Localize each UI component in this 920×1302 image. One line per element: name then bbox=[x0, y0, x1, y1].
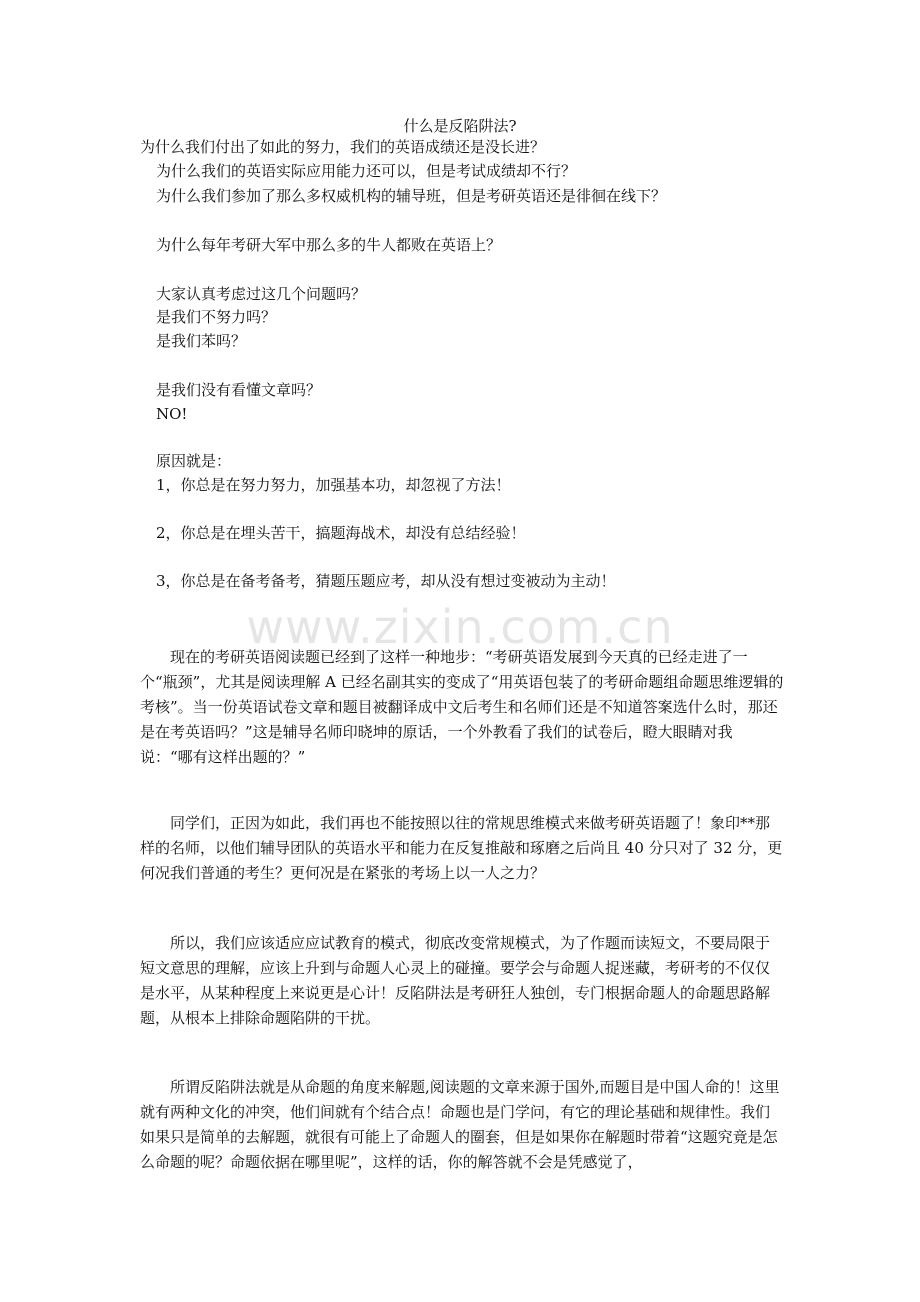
question-line: 是我们没有看懂文章吗？ bbox=[156, 381, 322, 399]
body-paragraph: 现在的考研英语阅读题已经到了这样一种地步：“考研英语发展到今天真的已经走进了一个“瓶颈”，尤其是阅读理解 A 已经名副其实的变成了“用英语包装了的考研命题组命题思维逻辑的考核”。当一份英语试卷文章和题目被翻译成中文后考生和名师们还是不知道答案选什么时，那还是在考英语吗？”这是辅导名师印晓坤的原话，一个外教看了我们的试卷后，瞪大眼睛对我说：“哪有这样出题的？” bbox=[140, 648, 784, 766]
body-paragraph: 所以，我们应该适应应试教育的模式，彻底改变常规模式，为了作题而读短文，不要局限于短文意思的理解，应该上升到与命题人心灵上的碰撞。要学会与命题人捉迷藏，考研考的不仅仅是水平，从某种程度上来说更是心计！反陷阱法是考研狂人独创，专门根据命题人的命题思路解题，从根本上排除命题陷阱的干扰。 bbox=[140, 934, 771, 1027]
question-line: 是我们不努力吗？ bbox=[156, 308, 277, 326]
document-title: 什么是反陷阱法? bbox=[403, 117, 517, 135]
reason-item: 2，你总是在埋头苦干，搞题海战术，却没有总结经验！ bbox=[156, 524, 526, 542]
question-line: 为什么每年考研大军中那么多的牛人都败在英语上？ bbox=[156, 236, 502, 254]
reason-heading: 原因就是： bbox=[156, 452, 232, 470]
question-line: 为什么我们参加了那么多权威机构的辅导班，但是考研英语还是徘徊在线下？ bbox=[156, 187, 667, 205]
question-line: 大家认真考虑过这几个问题吗？ bbox=[156, 285, 367, 303]
question-line: 为什么我们付出了如此的努力，我们的英语成绩还是没长进？ bbox=[140, 138, 546, 156]
question-line: 是我们苯吗？ bbox=[156, 332, 247, 350]
body-paragraph: 所谓反陷阱法就是从命题的角度来解题,阅读题的文章来源于国外,而题目是中国人命的！这里就有两种文化的冲突，他们间就有个结合点！命题也是门学问，有它的理论基础和规律性。我们如果只是简单的去解题，就很有可能上了命题人的圈套，但是如果你在解题时带着“这题究竟是怎么命题的呢？命题依据在哪里呢”，这样的话，你的解答就不会是凭感觉了， bbox=[140, 1078, 780, 1171]
question-line: 为什么我们的英语实际应用能力还可以，但是考试成绩却不行？ bbox=[156, 162, 577, 180]
body-paragraph: 同学们，正因为如此，我们再也不能按照以往的常规思维模式来做考研英语题了！象印**那样的名师，以他们辅导团队的英语水平和能力在反复推敲和琢磨之后尚且 40 分只对了 32 分，更何况我们普通的考生？更何况是在紧张的考场上以一人之力？ bbox=[140, 814, 783, 882]
reason-item: 1，你总是在努力努力，加强基本功，却忽视了方法！ bbox=[156, 476, 511, 494]
reason-item: 3，你总是在备考备考，猜题压题应考，却从没有想过变被动为主动！ bbox=[156, 572, 616, 590]
question-line: NO! bbox=[156, 405, 188, 423]
watermark: www.zixin.com.cn bbox=[246, 600, 674, 654]
